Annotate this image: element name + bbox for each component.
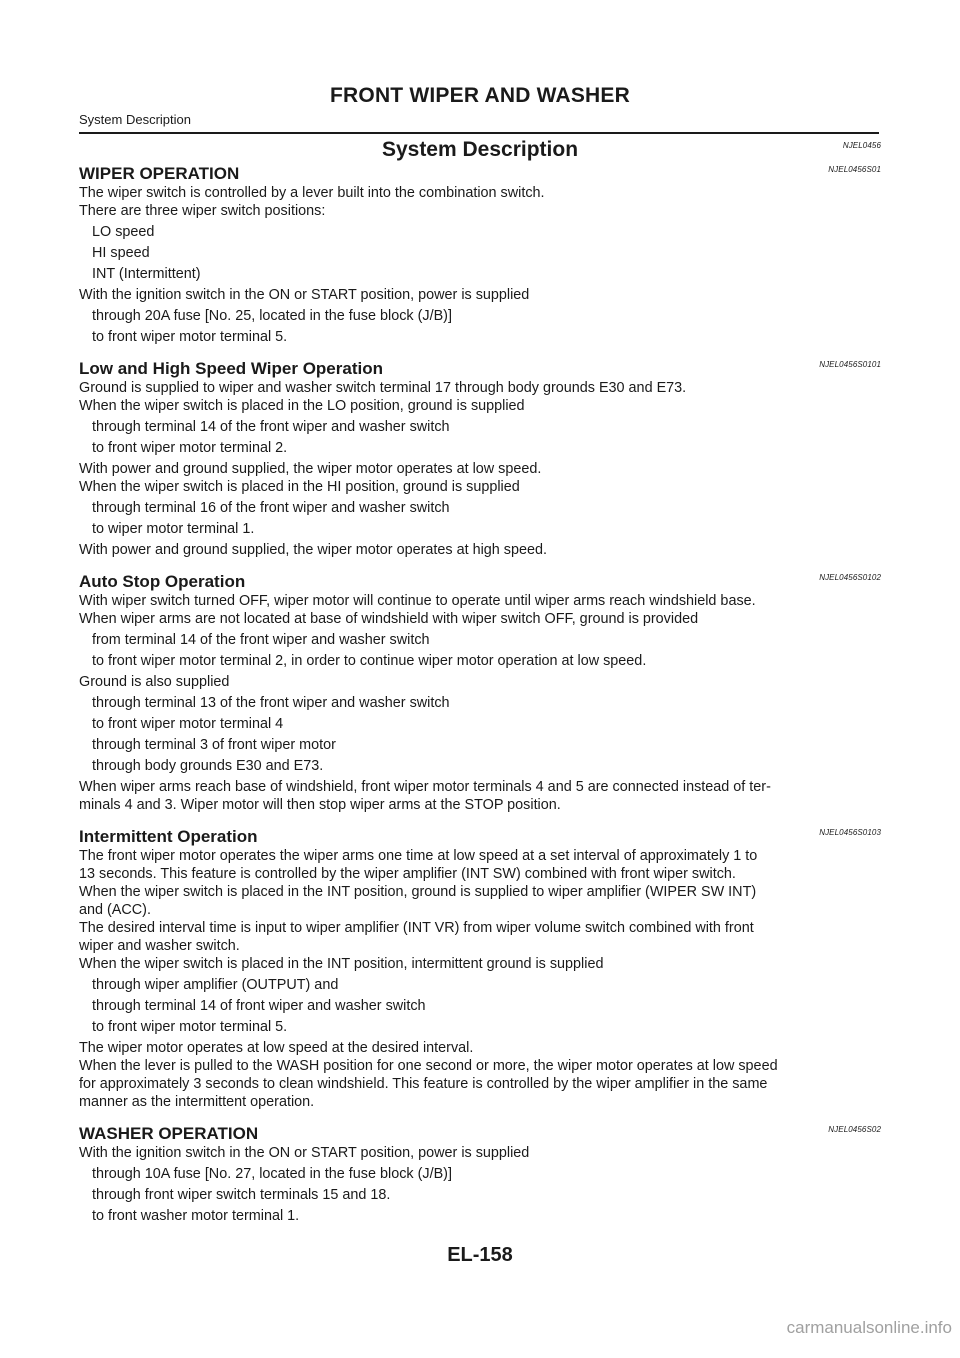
paragraph: When the wiper switch is placed in the HI position, ground is supplied [79, 479, 520, 495]
paragraph: The wiper switch is controlled by a lever built into the combination switch. [79, 185, 545, 201]
paragraph: When wiper arms are not located at base of windshield with wiper switch OFF, ground is provided [79, 611, 699, 627]
paragraph: With the ignition switch in the ON or START position, power is supplied [79, 1145, 530, 1161]
paragraph: When the lever is pulled to the WASH position for one second or more, the wiper motor operates at low speed for approximately 3 seconds to clean windshield. This feature is controlled by the wiper amplifier in the same manner as the intermittent operation. [79, 1058, 778, 1110]
paragraph: The wiper motor operates at low speed at the desired interval. [79, 1040, 474, 1056]
list-item: through 20A fuse [No. 25, located in the fuse block (J/B)] [92, 308, 452, 324]
header-subtitle: System Description [79, 112, 191, 127]
paragraph: When the wiper switch is placed in the LO position, ground is supplied [79, 398, 525, 414]
list-item: from terminal 14 of the front wiper and washer switch [92, 632, 430, 648]
list-item: to front wiper motor terminal 2, in order to continue wiper motor operation at low speed. [92, 653, 647, 669]
section-ref: NJEL0456S0101 [819, 360, 881, 369]
list-item: through terminal 16 of the front wiper and washer switch [92, 500, 450, 516]
section-heading-text: Low and High Speed Wiper Operation [79, 359, 383, 378]
section-heading-low-high [79, 358, 881, 379]
section-heading-text: Auto Stop Operation [79, 572, 246, 591]
page-number: EL-158 [447, 1244, 513, 1266]
paragraph: The desired interval time is input to wiper amplifier (INT VR) from wiper volume switch combined with front wiper and washer switch. [79, 920, 754, 954]
paragraph: Ground is also supplied [79, 674, 230, 690]
list-item: through terminal 3 of front wiper motor [92, 737, 336, 753]
paragraph: With wiper switch turned OFF, wiper motor will continue to operate until wiper arms reach windshield base. [79, 593, 756, 609]
list-item: LO speed [92, 224, 155, 240]
list-item: to wiper motor terminal 1. [92, 521, 255, 537]
paragraph: When wiper arms reach base of windshield, front wiper motor terminals 4 and 5 are connected instead of ter- minals 4 and 3. Wiper motor will then stop wiper arms at the STOP position. [79, 779, 771, 813]
page-title-text: System Description [381, 138, 579, 161]
header-title: FRONT WIPER AND WASHER [330, 84, 630, 107]
list-item: to front wiper motor terminal 5. [92, 1019, 288, 1035]
list-item: through terminal 14 of the front wiper and washer switch [92, 419, 450, 435]
section-heading-intermittent [79, 826, 881, 847]
list-item: through front wiper switch terminals 15 and 18. [92, 1187, 391, 1203]
section-heading-text: Intermittent Operation [79, 827, 258, 846]
section-heading-text: WASHER OPERATION [79, 1124, 259, 1143]
list-item: through wiper amplifier (OUTPUT) and [92, 977, 339, 993]
paragraph: With the ignition switch in the ON or START position, power is supplied [79, 287, 530, 303]
paragraph: With power and ground supplied, the wiper motor operates at low speed. [79, 461, 542, 477]
list-item: through terminal 14 of front wiper and washer switch [92, 998, 426, 1014]
section-ref: NJEL0456S01 [828, 165, 881, 174]
paragraph: When the wiper switch is placed in the INT position, ground is supplied to wiper amplifier (WIPER SW INT) and (ACC). [79, 884, 757, 918]
list-item: to front wiper motor terminal 4 [92, 716, 284, 732]
list-item: to front wiper motor terminal 2. [92, 440, 288, 456]
list-item: to front wiper motor terminal 5. [92, 329, 288, 345]
section-heading-washer [79, 1123, 881, 1144]
section-ref: NJEL0456S0103 [819, 828, 881, 837]
section-heading-text: WIPER OPERATION [79, 164, 240, 183]
list-item: HI speed [92, 245, 150, 261]
list-item: through terminal 13 of the front wiper and washer switch [92, 695, 450, 711]
paragraph: The front wiper motor operates the wiper arms one time at low speed at a set interval of approximately 1 to 13 seconds. This feature is controlled by the wiper amplifier (INT SW) combined with front wiper switch. [79, 848, 758, 882]
page-title-ref: NJEL0456 [842, 141, 881, 150]
page-title [79, 137, 881, 163]
section-ref: NJEL0456S0102 [819, 573, 881, 582]
list-item: to front washer motor terminal 1. [92, 1208, 300, 1224]
watermark: carmanualsonline.info [786, 1318, 952, 1337]
section-heading-wiper [79, 163, 881, 184]
paragraph: When the wiper switch is placed in the INT position, intermittent ground is supplied [79, 956, 604, 972]
section-ref: NJEL0456S02 [828, 1125, 881, 1134]
document-body [79, 134, 881, 1225]
paragraph: With power and ground supplied, the wiper motor operates at high speed. [79, 542, 547, 558]
section-heading-auto-stop [79, 571, 881, 592]
list-item: through body grounds E30 and E73. [92, 758, 324, 774]
paragraph: Ground is supplied to wiper and washer switch terminal 17 through body grounds E30 and E73. [79, 380, 687, 396]
paragraph: There are three wiper switch positions: [79, 203, 326, 219]
list-item: through 10A fuse [No. 27, located in the fuse block (J/B)] [92, 1166, 452, 1182]
list-item: INT (Intermittent) [92, 266, 201, 282]
